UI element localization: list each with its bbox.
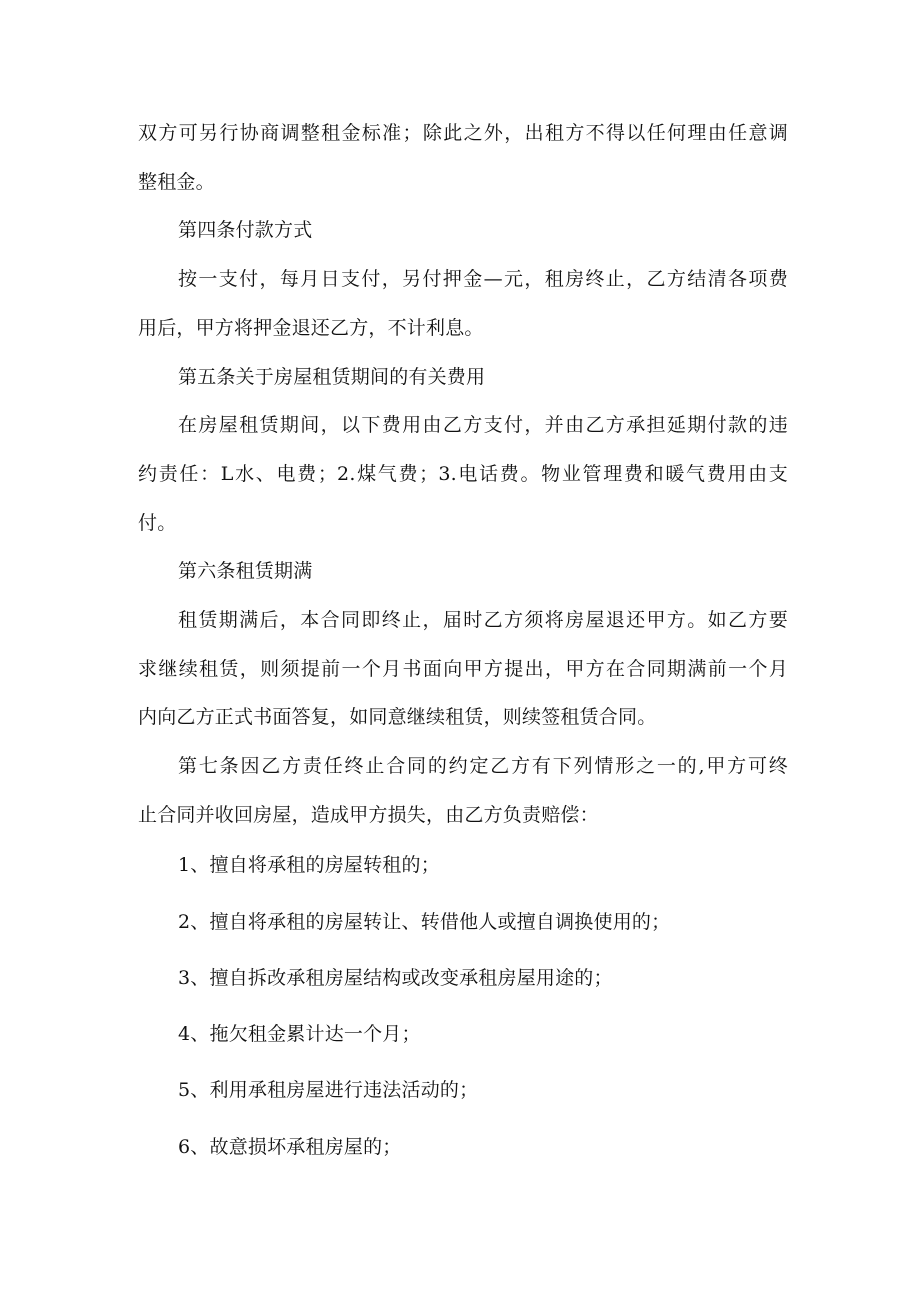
- paragraph-line: 约责任：L水、电费；2.煤气费；3.电话费。物业管理费和暖气费用由支: [138, 463, 788, 485]
- paragraph-line: 整租金。: [138, 171, 215, 193]
- article-heading: 第五条关于房屋租赁期间的有关费用: [178, 366, 486, 388]
- paragraph-line: 按一支付，每月日支付，另付押金—元，租房终止，乙方结清各项费: [178, 268, 788, 290]
- paragraph-line: 内向乙方正式书面答复，如同意继续租赁，则续签租赁合同。: [138, 706, 657, 728]
- paragraph-line: 在房屋租赁期间，以下费用由乙方支付，并由乙方承担延期付款的违: [178, 414, 788, 436]
- paragraph-line: 用后，甲方将押金退还乙方，不计利息。: [138, 317, 484, 339]
- paragraph-line: 止合同并收回房屋，造成甲方损失，由乙方负责赔偿：: [138, 804, 599, 826]
- paragraph-line: 付。: [138, 512, 177, 534]
- paragraph-line: 第七条因乙方责任终止合同的约定乙方有下列情形之一的,甲方可终: [178, 755, 788, 777]
- paragraph-line: 求继续租赁，则须提前一个月书面向甲方提出，甲方在合同期满前一个月: [138, 658, 788, 680]
- list-item: 5、利用承租房屋进行违法活动的；: [178, 1079, 479, 1101]
- paragraph-line: 租赁期满后，本合同即终止，届时乙方须将房屋退还甲方。如乙方要: [178, 609, 788, 631]
- article-heading: 第六条租赁期满: [178, 560, 313, 582]
- list-item: 2、擅自将承租的房屋转让、转借他人或擅自调换使用的；: [178, 911, 671, 933]
- list-item: 3、擅自拆改承租房屋结构或改变承租房屋用途的；: [178, 967, 613, 989]
- list-item: 4、拖欠租金累计达一个月；: [178, 1023, 421, 1045]
- list-item: 1、擅自将承租的房屋转租的；: [178, 854, 440, 876]
- list-item: 6、故意损坏承租房屋的；: [178, 1136, 402, 1158]
- article-heading: 第四条付款方式: [178, 219, 313, 241]
- paragraph-line: 双方可另行协商调整租金标准；除此之外，出租方不得以任何理由任意调: [138, 122, 788, 144]
